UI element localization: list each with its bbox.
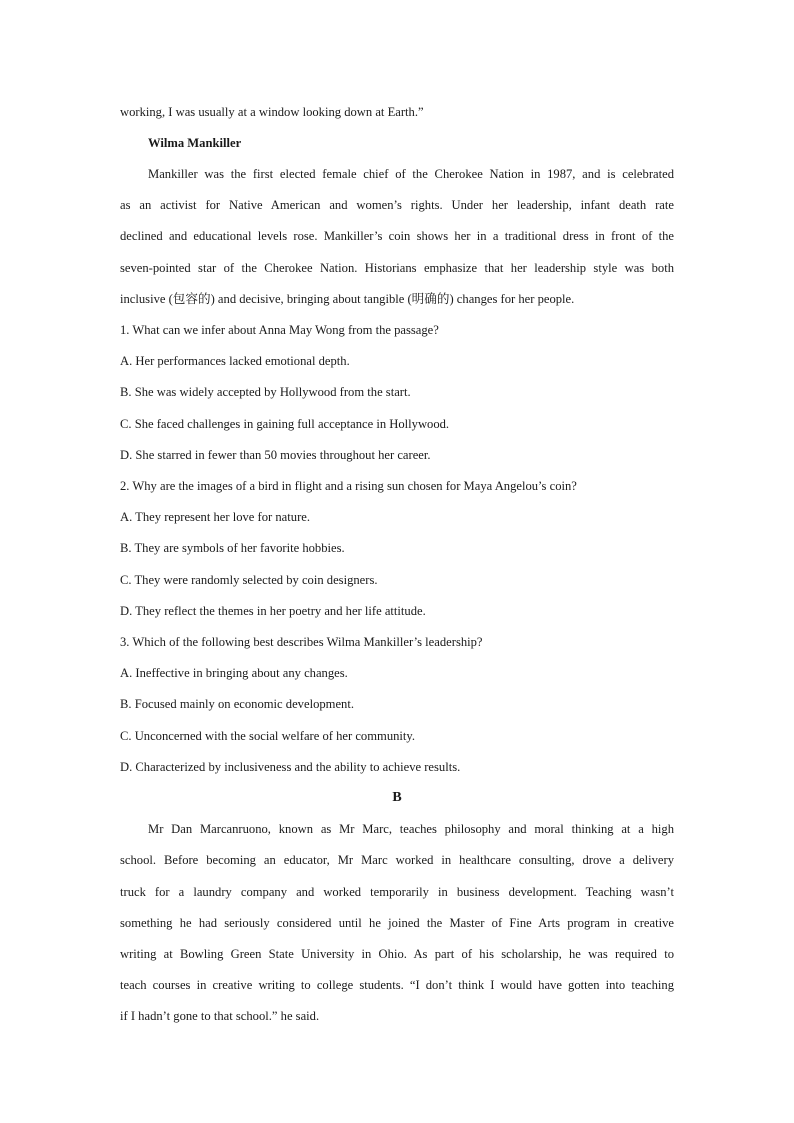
answer-option: A. They represent her love for nature. [120, 510, 310, 524]
question-stem: 1. What can we infer about Anna May Wong from the passage? [120, 323, 439, 337]
passage-text-line: something he had seriously considered until he joined the Master of Fine Arts program in creative [120, 916, 674, 930]
answer-option: C. They were randomly selected by coin designers. [120, 573, 378, 587]
section-heading: Wilma Mankiller [148, 136, 242, 150]
answer-option: C. She faced challenges in gaining full acceptance in Hollywood. [120, 417, 450, 431]
answer-option: B. Focused mainly on economic development. [120, 697, 354, 711]
passage-text-line: Mankiller was the first elected female chief of the Cherokee Nation in 1987, and is celebrated [148, 167, 674, 181]
passage-text-line: declined and educational levels rose. Mankiller’s coin shows her in a traditional dress in front of the [120, 229, 674, 243]
passage-text-line: working, I was usually at a window looking down at Earth.” [120, 105, 424, 119]
answer-option: D. Characterized by inclusiveness and the ability to achieve results. [120, 760, 461, 774]
answer-option: B. She was widely accepted by Hollywood from the start. [120, 385, 411, 399]
answer-option: C. Unconcerned with the social welfare of her community. [120, 729, 416, 743]
answer-option: A. Her performances lacked emotional depth. [120, 354, 350, 368]
answer-option: B. They are symbols of her favorite hobbies. [120, 541, 345, 555]
passage-text-line: Mr Dan Marcanruono, known as Mr Marc, teaches philosophy and moral thinking at a high [148, 822, 674, 836]
answer-option: A. Ineffective in bringing about any changes. [120, 666, 348, 680]
passage-text-line: teach courses in creative writing to college students. “I don’t think I would have gotten into teaching [120, 978, 674, 992]
passage-text-line: if I hadn’t gone to that school.” he said. [120, 1009, 320, 1023]
passage-text-line: seven-pointed star of the Cherokee Nation. Historians emphasize that her leadership style was both [120, 261, 674, 275]
passage-text-line: school. Before becoming an educator, Mr Marc worked in healthcare consulting, drove a delivery [120, 853, 674, 867]
passage-text-line: as an activist for Native American and women’s rights. Under her leadership, infant death rate [120, 198, 674, 212]
answer-option: D. She starred in fewer than 50 movies throughout her career. [120, 448, 431, 462]
passage-text-line: inclusive (包容的) and decisive, bringing about tangible (明确的) changes for her people. [120, 292, 575, 306]
passage-text-line: truck for a laundry company and worked temporarily in business development. Teaching wasn’t [120, 885, 674, 899]
section-letter: B [392, 790, 402, 805]
question-stem: 2. Why are the images of a bird in flight and a rising sun chosen for Maya Angelou’s coin? [120, 479, 577, 493]
question-stem: 3. Which of the following best describes Wilma Mankiller’s leadership? [120, 635, 483, 649]
passage-text-line: writing at Bowling Green State University in Ohio. As part of his scholarship, he was required to [120, 947, 674, 961]
answer-option: D. They reflect the themes in her poetry and her life attitude. [120, 604, 426, 618]
